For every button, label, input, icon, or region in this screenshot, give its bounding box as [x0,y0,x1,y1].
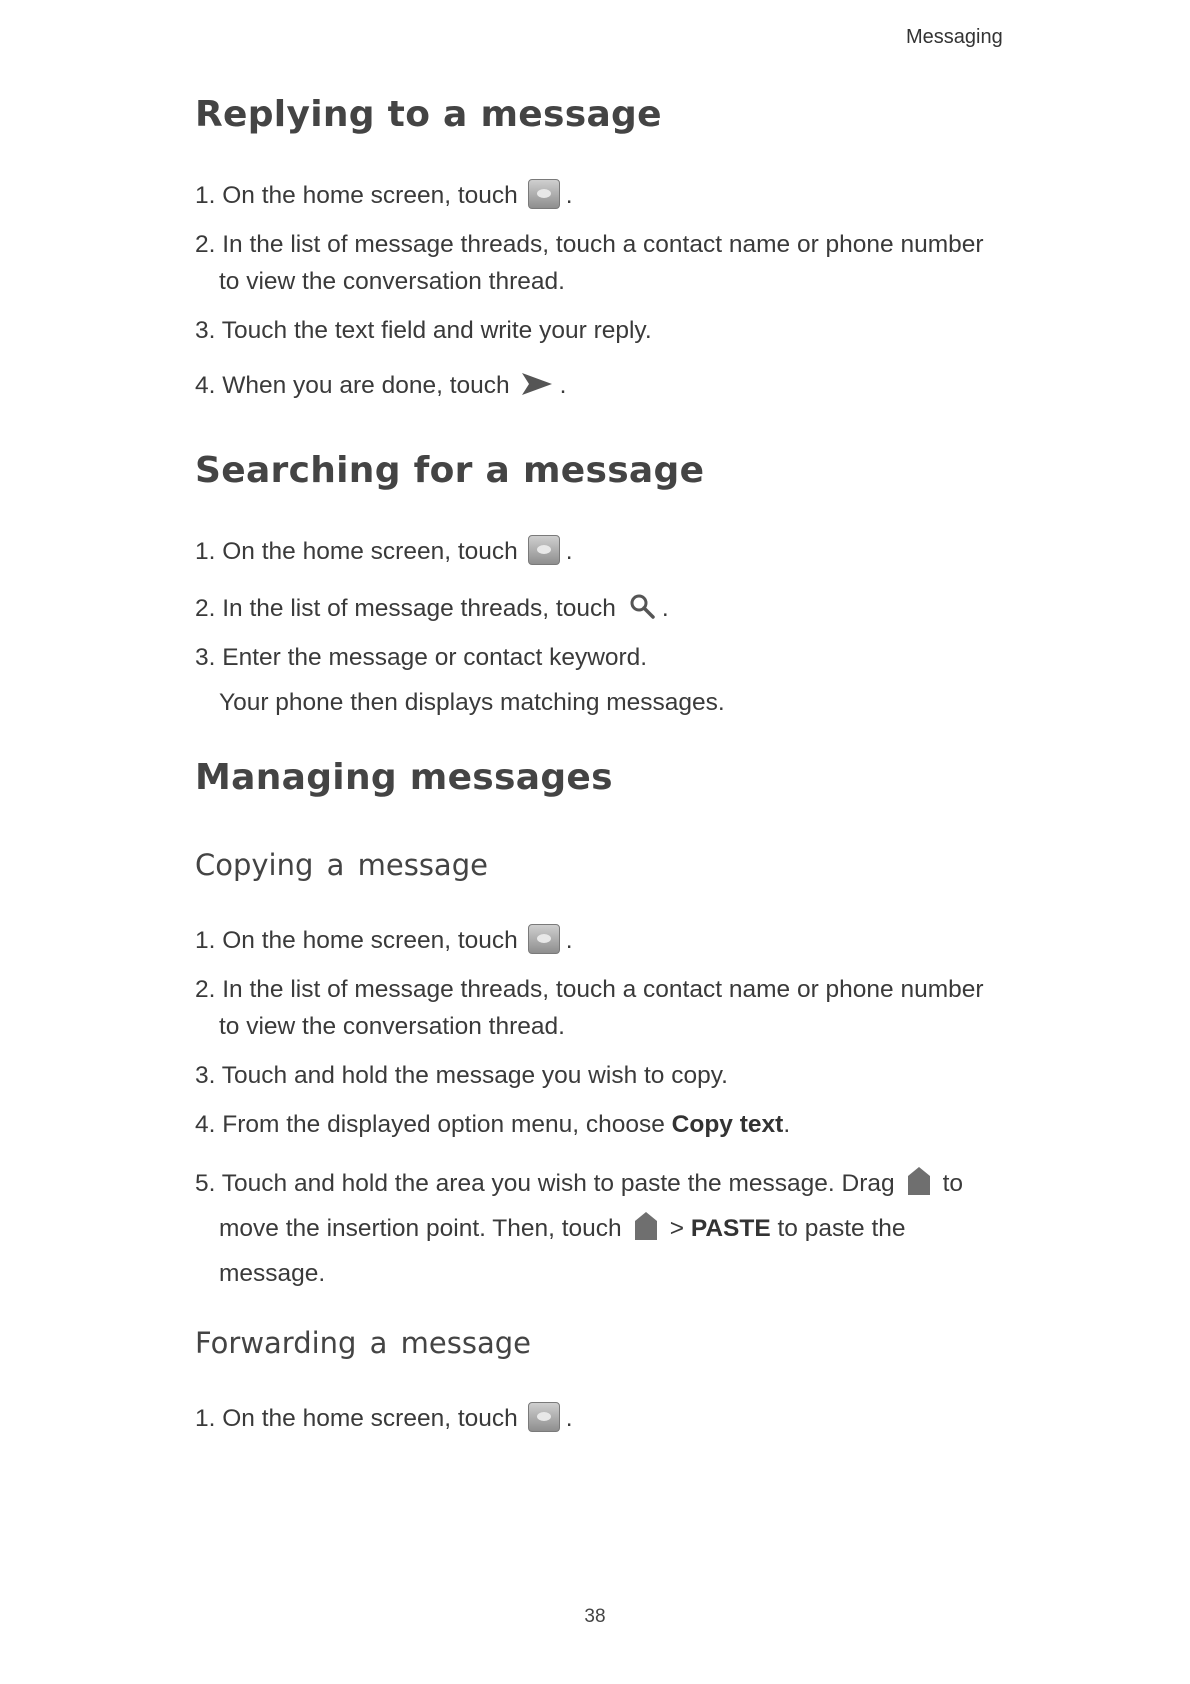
copying-step-2: 2. In the list of message threads, touch a contact name or phone number to view the conversation thread. [195,976,984,1040]
search-icon [628,592,656,620]
heading-replying: Replying to a message [195,94,662,135]
send-icon [520,371,554,397]
insertion-handle-icon [634,1211,658,1241]
copying-step-1: 1. On the home screen, touch . [195,922,1005,959]
messaging-app-icon [528,1402,560,1432]
copying-step-3: 3. Touch and hold the message you wish to copy. [195,1062,728,1089]
insertion-handle-icon [907,1166,931,1196]
messaging-app-icon [528,179,560,209]
copying-step-4: 4. From the displayed option menu, choose Copy text. [195,1111,791,1138]
copying-step-5: 5. Touch and hold the area you wish to paste the message. Drag to move the insertion point. Then, touch > PASTE to paste the message. [195,1161,1005,1296]
searching-step-2: 2. In the list of message threads, touch . [195,590,1005,627]
page-content [195,94,1005,1437]
replying-step-2: 2. In the list of message threads, touch a contact name or phone number to view the conversation thread. [195,231,984,295]
searching-step-3: 3. Enter the message or contact keyword. [195,644,648,671]
heading-forwarding: Forwarding a message [195,1326,532,1360]
messaging-app-icon [528,924,560,954]
replying-step-4: 4. When you are done, touch . [195,372,567,399]
forwarding-step-1: 1. On the home screen, touch . [195,1400,1005,1437]
heading-copying: Copying a message [195,848,488,882]
replying-step-1: 1. On the home screen, touch . [195,177,1005,214]
searching-step-1: 1. On the home screen, touch . [195,533,1005,570]
heading-managing: Managing messages [195,757,613,798]
page-number: 38 [584,1606,606,1627]
searching-note: Your phone then displays matching messages. [219,689,725,716]
heading-searching: Searching for a message [195,450,705,491]
messaging-app-icon [528,535,560,565]
replying-step-3: 3. Touch the text field and write your reply. [195,317,652,344]
running-header: Messaging [906,26,1003,48]
